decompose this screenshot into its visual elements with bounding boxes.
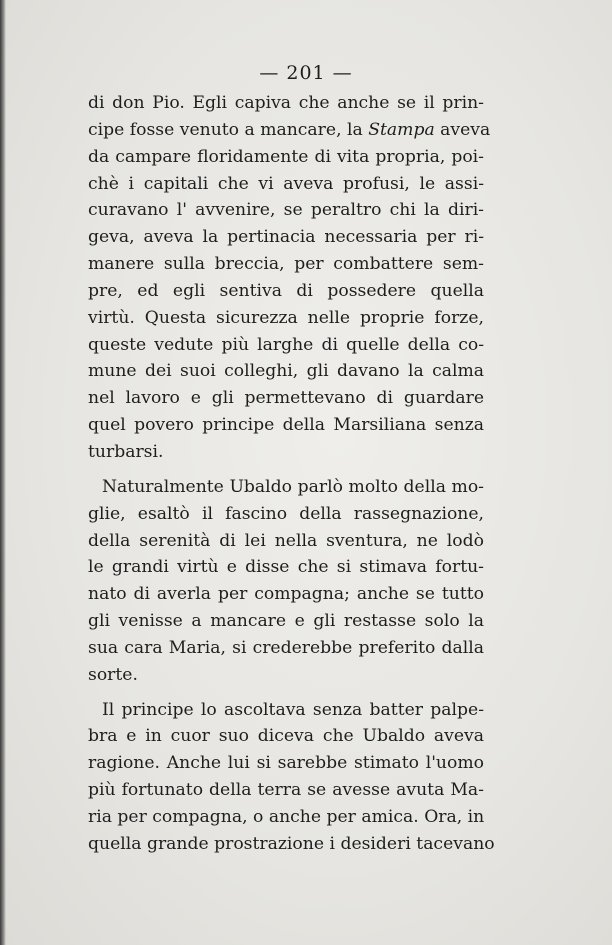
text-line: bra e in cuor suo diceva che Ubaldo aveva (88, 726, 484, 747)
text-line: glie, esaltò il fascino della rassegnazione, (88, 503, 484, 524)
text-line: gli venisse a mancare e gli restasse solo la (88, 611, 484, 632)
text-line: geva, aveva la pertinacia necessaria per ri- (88, 227, 484, 248)
text-line: chè i capitali che vi aveva profusi, le assi- (88, 173, 484, 194)
page-binding-edge (0, 0, 6, 945)
text-line: pre, ed egli sentiva di possedere quella (88, 280, 484, 301)
paragraph (88, 90, 491, 466)
paragraph (88, 474, 484, 689)
text-line: ragione. Anche lui si sarebbe stimato l'uomo (88, 753, 484, 774)
text-line: sorte. (88, 664, 138, 685)
text-line: di don Pio. Egli capiva che anche se il prin- (88, 93, 484, 113)
text-line: della serenità di lei nella sventura, ne lodò (88, 530, 484, 551)
text-line: nato di averla per compagna; anche se tutto (88, 584, 484, 605)
text-line: cipe fosse venuto a mancare, la Stampa aveva (88, 119, 491, 140)
paragraph (88, 697, 495, 858)
page-number: — 201 — (259, 62, 353, 84)
text-line: quella grande prostrazione i desideri tacevano (88, 833, 495, 854)
text-line: da campare floridamente di vita propria, poi- (88, 146, 484, 167)
text-line: curavano l' avvenire, se peraltro chi la diri- (88, 200, 484, 221)
text-line: le grandi virtù e disse che si stimava fortu- (88, 557, 484, 578)
text-line: ria per compagna, o anche per amica. Ora, in (88, 806, 485, 827)
text-line: sua cara Maria, si crederebbe preferito dalla (88, 637, 484, 658)
text-line: Naturalmente Ubaldo parlò molto della mo- (102, 476, 484, 497)
text-line: quel povero principe della Marsiliana senza (88, 415, 484, 436)
text-line: nel lavoro e gli permettevano di guardare (88, 388, 484, 409)
paragraph-gap (88, 689, 484, 697)
text-line: manere sulla breccia, per combattere sem- (88, 254, 484, 275)
newspaper-title: Stampa (368, 119, 435, 140)
text-line: queste vedute più larghe di quelle della co- (88, 334, 484, 355)
body-text (88, 90, 495, 858)
text-line: più fortunato della terra se avesse avuta Ma- (88, 780, 484, 801)
text-line: Il principe lo ascoltava senza batter palpe- (102, 699, 484, 720)
text-line: mune dei suoi colleghi, gli davano la calma (88, 361, 484, 382)
text-line: virtù. Questa sicurezza nelle proprie forze, (88, 307, 484, 328)
text-line: turbarsi. (88, 441, 164, 462)
paragraph-gap (88, 466, 484, 474)
